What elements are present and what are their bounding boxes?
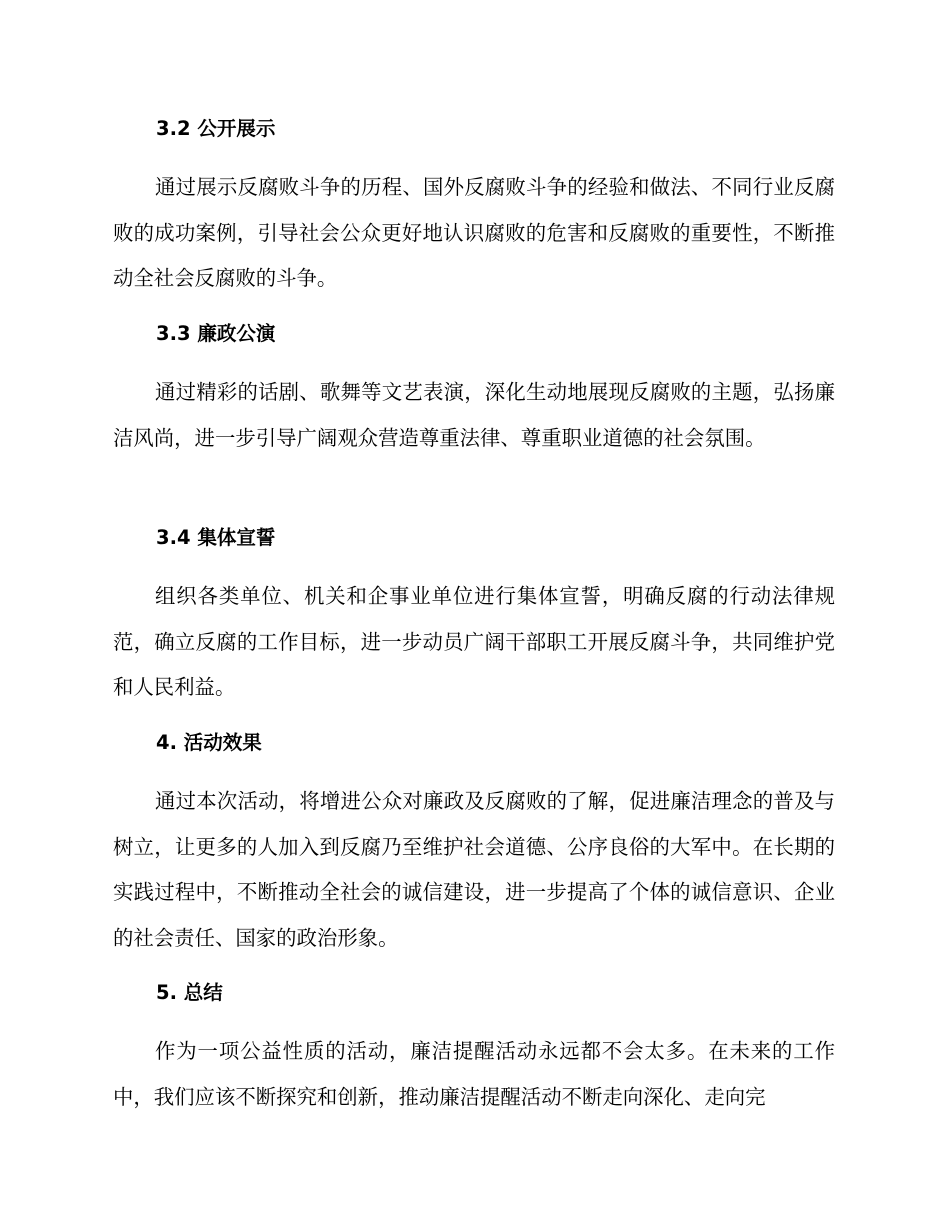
section-body-3-2: 通过展示反腐败斗争的历程、国外反腐败斗争的经验和做法、不同行业反腐败的成功案例，引导社会公众更好地认识腐败的危害和反腐败的重要性，不断推动全社会反腐败的斗争。	[113, 175, 835, 291]
section-body-4: 通过本次活动，将增进公众对廉政及反腐败的了解，促进廉洁理念的普及与树立，让更多的人加入到反腐乃至维护社会道德、公序良俗的大军中。在长期的实践过程中，不断推动全社会的诚信建设，进一步提高了个体的诚信意识、企业的社会责任、国家的政治形象。	[113, 789, 835, 950]
section-body-3-3: 通过精彩的话剧、歌舞等文艺表演，深化生动地展现反腐败的主题，弘扬廉洁风尚，进一步引导广阔观众营造尊重法律、尊重职业道德的社会氛围。	[113, 380, 835, 450]
section-heading-5: 5. 总结	[156, 981, 223, 1004]
section-heading-4: 4. 活动效果	[156, 731, 262, 754]
section-body-3-4: 组织各类单位、机关和企事业单位进行集体宣誓，明确反腐的行动法律规范，确立反腐的工作目标，进一步动员广阔干部职工开展反腐斗争，共同维护党和人民利益。	[113, 584, 835, 700]
section-heading-3-2: 3.2 公开展示	[156, 117, 276, 140]
section-body-5: 作为一项公益性质的活动，廉洁提醒活动永远都不会太多。在未来的工作中，我们应该不断探究和创新，推动廉洁提醒活动不断走向深化、走向完	[113, 1039, 835, 1109]
section-heading-3-4: 3.4 集体宣誓	[156, 526, 276, 549]
section-heading-3-3: 3.3 廉政公演	[156, 322, 276, 345]
